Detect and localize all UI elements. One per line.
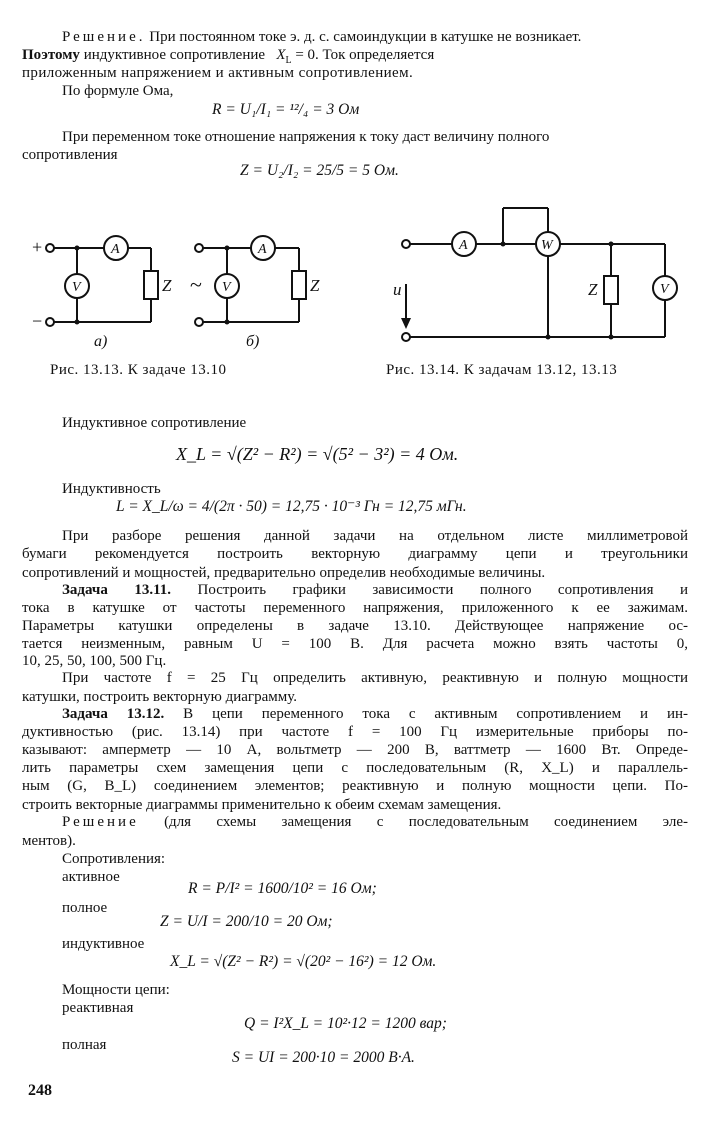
z-label: Z — [588, 280, 598, 299]
terminal — [46, 244, 54, 252]
text: = 0. Ток определяется — [295, 47, 435, 63]
xl-symbol: X — [276, 47, 286, 63]
wattmeter-label: W — [541, 238, 553, 253]
impedance-z — [292, 271, 306, 299]
formula-Z: Z = U₂/I₂ = 25/5 = 5 Ом. — [240, 162, 399, 179]
inductive-heading: Индуктивное сопротивление — [62, 415, 247, 431]
bold-word: Поэтому — [22, 47, 80, 63]
solution-line-1 — [62, 28, 581, 46]
solution-2-line — [62, 814, 688, 831]
task-13-12-line: лить параметры схем замещения цепи с последовательным (R, X_L) и параллель- — [22, 760, 688, 776]
task-13-11-line: тока в катушке от частоты переменного напряжения, приложенного к ее зажимам. — [22, 600, 688, 616]
formula-S: S = UI = 200·10 = 2000 В·А. — [232, 1049, 415, 1066]
ammeter-label: A — [459, 238, 468, 253]
solution-line-5: При переменном токе отношение напряжения к току даст величину полного — [62, 129, 550, 145]
full-power-label: полная — [62, 1037, 107, 1053]
z-label: Z — [162, 276, 172, 295]
figure-13-14 — [395, 198, 695, 350]
voltmeter-label: V — [72, 280, 81, 295]
z-label: Z — [310, 276, 320, 295]
plus-sign: + — [32, 237, 43, 257]
solution-heading: Решение. — [62, 29, 146, 45]
resistances-heading: Сопротивления: — [62, 851, 166, 867]
terminal — [402, 333, 410, 341]
impedance-z — [144, 271, 158, 299]
task-13-12-line: казывают: амперметр — 10 А, вольтметр — 200 В, ваттметр — 1600 Вт. Опреде- — [22, 742, 688, 758]
solution-line-4: По формуле Ома, — [62, 83, 174, 99]
formula-R: R = U₁/I₁ = ¹²/₄ = 3 Ом — [212, 101, 360, 118]
task-13-12-line: ным (G, B_L) соединением элементов; реактивную и полную мощности цепи. По- — [22, 778, 688, 794]
solution-line-6: сопротивления — [22, 147, 118, 163]
task-13-11-line: катушки, построить векторную диаграмму. — [22, 689, 297, 705]
text: (для схемы замещения с последовательным соединением эле- — [164, 814, 688, 830]
task-13-11-line — [62, 582, 688, 599]
minus-sign: − — [32, 311, 43, 331]
task-13-11-heading: Задача 13.11. — [62, 582, 172, 598]
formula-XL: X_L = √(Z² − R²) = √(5² − 3²) = 4 Ом. — [176, 444, 459, 464]
page-number: 248 — [28, 1082, 52, 1099]
xl-subscript: L — [285, 55, 292, 66]
inductive-label: индуктивное — [62, 936, 145, 952]
text: Построить графики зависимости полного сопротивления и — [197, 582, 688, 598]
solution-2-heading: Решение — [62, 814, 139, 830]
figure-13-13 — [24, 222, 324, 352]
task-13-11-line: тается неизменным, равным U = 100 В. Для расчета можно взять частоты 0, — [22, 636, 688, 652]
reactive-label: реактивная — [62, 1000, 134, 1016]
task-13-11-line: Параметры катушки определены в задаче 13.10. Действующее напряжение ос- — [22, 618, 688, 634]
label-a: а) — [94, 333, 108, 350]
active-label: активное — [62, 869, 120, 885]
task-13-11-line: При частоте f = 25 Гц определить активную, реактивную и полную мощности — [62, 670, 688, 686]
terminal — [402, 240, 410, 248]
solution-line-3: приложенным напряжением и активным сопротивлением. — [22, 65, 414, 81]
formula-Q: Q = I²X_L = 10²·12 = 1200 вар; — [244, 1015, 447, 1032]
formula-XL2: X_L = √(Z² − R²) = √(20² − 16²) = 12 Ом. — [170, 953, 437, 970]
inductance-heading: Индуктивность — [62, 481, 161, 497]
task-13-12-line: строить векторные диаграммы применительно к обеим схемам замещения. — [22, 797, 502, 813]
terminal — [46, 318, 54, 326]
solution-text: При постоянном токе э. д. с. самоиндукции в катушке не возникает. — [149, 29, 582, 45]
text: В цепи переменного тока с активным сопротивлением и ин- — [183, 706, 689, 722]
ammeter-label: A — [258, 242, 267, 257]
formula-L: L = X_L/ω = 4/(2π · 50) = 12,75 · 10⁻³ Гн = 12,75 мГн. — [116, 498, 467, 515]
full-label: полное — [62, 900, 108, 916]
solution-2-line: ментов). — [22, 833, 76, 849]
para-line: сопротивлений и мощностей, предварительно определив необходимые величины. — [22, 565, 546, 581]
voltage-arrow — [401, 318, 411, 329]
voltmeter-label: V — [660, 282, 669, 297]
text: индуктивное сопротивление — [83, 47, 266, 63]
task-13-11-line: 10, 25, 50, 100, 500 Гц. — [22, 653, 167, 669]
label-b: б) — [246, 333, 260, 350]
voltmeter-label: V — [222, 280, 231, 295]
terminal — [195, 244, 203, 252]
impedance-z — [604, 276, 618, 304]
task-13-12-heading: Задача 13.12. — [62, 706, 165, 722]
para-line: При разборе решения данной задачи на отдельном листе миллиметровой — [62, 528, 688, 544]
para-line: бумаги рекомендуется построить векторную диаграмму цепи и треугольники — [22, 546, 688, 562]
u-label: u — [393, 280, 402, 299]
powers-heading: Мощности цепи: — [62, 982, 170, 998]
terminal — [195, 318, 203, 326]
task-13-12-line: дуктивностью (рис. 13.14) при частоте f = 100 Гц измерительные приборы по- — [22, 724, 688, 740]
formula-Z2: Z = U/I = 200/10 = 20 Ом; — [160, 913, 333, 930]
task-13-12-line — [62, 706, 688, 723]
ac-tilde: ~ — [190, 272, 202, 297]
ammeter-label: A — [111, 242, 120, 257]
figure-13-14-caption: Рис. 13.14. К задачам 13.12, 13.13 — [386, 362, 618, 378]
figure-13-13-caption: Рис. 13.13. К задаче 13.10 — [50, 362, 227, 378]
formula-R2: R = P/I² = 1600/10² = 16 Ом; — [188, 880, 377, 897]
